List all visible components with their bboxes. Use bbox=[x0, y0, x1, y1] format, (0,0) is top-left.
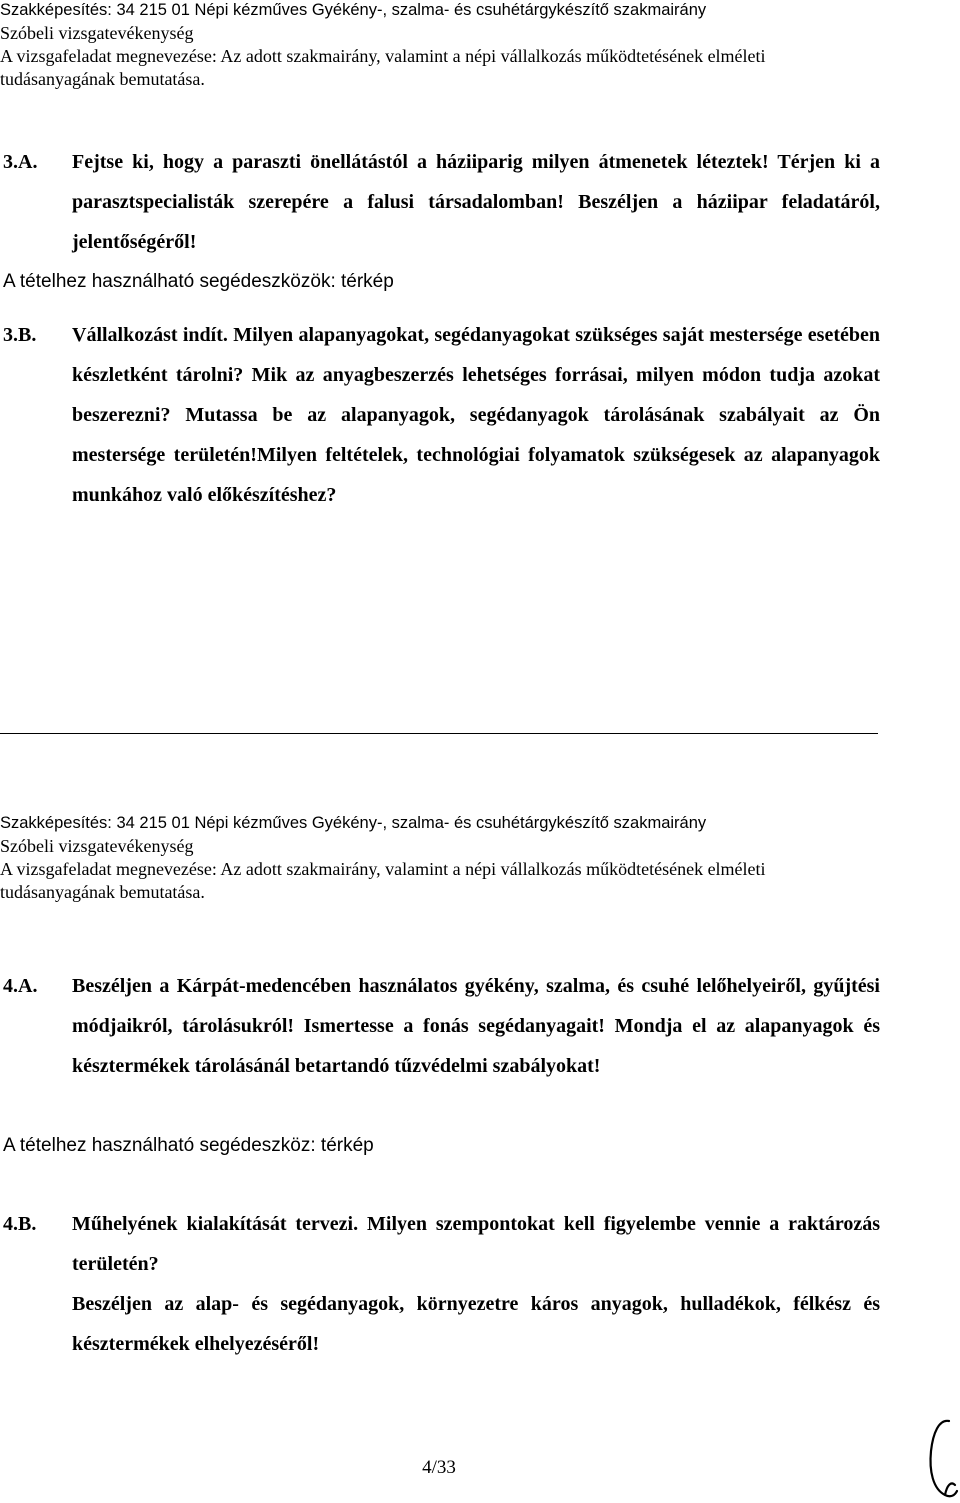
task-number: 4.B. bbox=[3, 1213, 37, 1235]
task-text-cont: Beszéljen az alap- és segédanyagok, környezetre káros anyagok, hulladékok, félkész és késztermékek elhelyezéséről! bbox=[72, 1293, 880, 1355]
task-4a-tools: A tételhez használható segédeszköz: térkép bbox=[3, 1135, 374, 1156]
signature-mark bbox=[915, 1415, 960, 1503]
task-4b bbox=[0, 1204, 880, 1364]
task-text: Vállalkozást indít. Milyen alapanyagokat, segédanyagokat szükséges saját mestersége esetében készletként tárolni? Mik az anyagbeszerzés lehetséges forrásai, milyen módon tudja azokat beszerezni? Mutassa be az alapanyagok, segédanyagok tárolásának szabályait az Ön mestersége területén!Milyen feltételek, technológiai folyamatok szükségesek az alapanyagok munkához való előkészítéshez? bbox=[72, 324, 880, 506]
page-header-second bbox=[0, 812, 900, 904]
task-number: 3.B. bbox=[3, 324, 37, 346]
task-text: Fejtse ki, hogy a paraszti önellátástól a háziiparig milyen átmenetek léteztek! Térjen ki a parasztspecialisták szerepére a falusi társadalomban! Beszéljen a háziipar feladatáról, jelentőségéről! bbox=[72, 151, 880, 253]
task-number: 3.A. bbox=[3, 151, 38, 173]
header-task-name: A vizsgafeladat megnevezése: Az adott szakmairány, valamint a népi vállalkozás működtetésének elméleti bbox=[0, 46, 766, 66]
header-task-name-cont: tudásanyagának bemutatása. bbox=[0, 69, 205, 89]
page-separator bbox=[0, 733, 878, 734]
header-exam-type: Szóbeli vizsgatevékenység bbox=[0, 23, 194, 43]
page-header-top bbox=[0, 0, 900, 91]
header-task-name-cont: tudásanyagának bemutatása. bbox=[0, 882, 205, 902]
task-3a-tools: A tételhez használható segédeszközök: térkép bbox=[3, 271, 394, 292]
task-3a bbox=[0, 142, 880, 262]
task-text: Beszéljen a Kárpát-medencében használatos gyékény, szalma, és csuhé lelőhelyeiről, gyűjtési módjaikról, tárolásukról! Ismertesse a fonás segédanyagait! Mondja el az alapanyagok és késztermékek tárolásánál betartandó tűzvédelmi szabályokat! bbox=[72, 975, 880, 1077]
page-number: 4/33 bbox=[422, 1457, 456, 1478]
header-task-name: A vizsgafeladat megnevezése: Az adott szakmairány, valamint a népi vállalkozás működtetésének elméleti bbox=[0, 859, 766, 879]
task-text: Műhelyének kialakítását tervezi. Milyen szempontokat kell figyelembe vennie a raktározás területén? bbox=[72, 1213, 880, 1275]
header-qualification: Szakképesítés: 34 215 01 Népi kézműves Gyékény-, szalma- és csuhétárgykészítő szakmairány bbox=[0, 814, 707, 832]
header-exam-type: Szóbeli vizsgatevékenység bbox=[0, 836, 194, 856]
task-3b bbox=[0, 315, 880, 515]
header-qualification: Szakképesítés: 34 215 01 Népi kézműves Gyékény-, szalma- és csuhétárgykészítő szakmairány bbox=[0, 1, 707, 19]
task-number: 4.A. bbox=[3, 975, 38, 997]
task-4a bbox=[0, 966, 880, 1086]
